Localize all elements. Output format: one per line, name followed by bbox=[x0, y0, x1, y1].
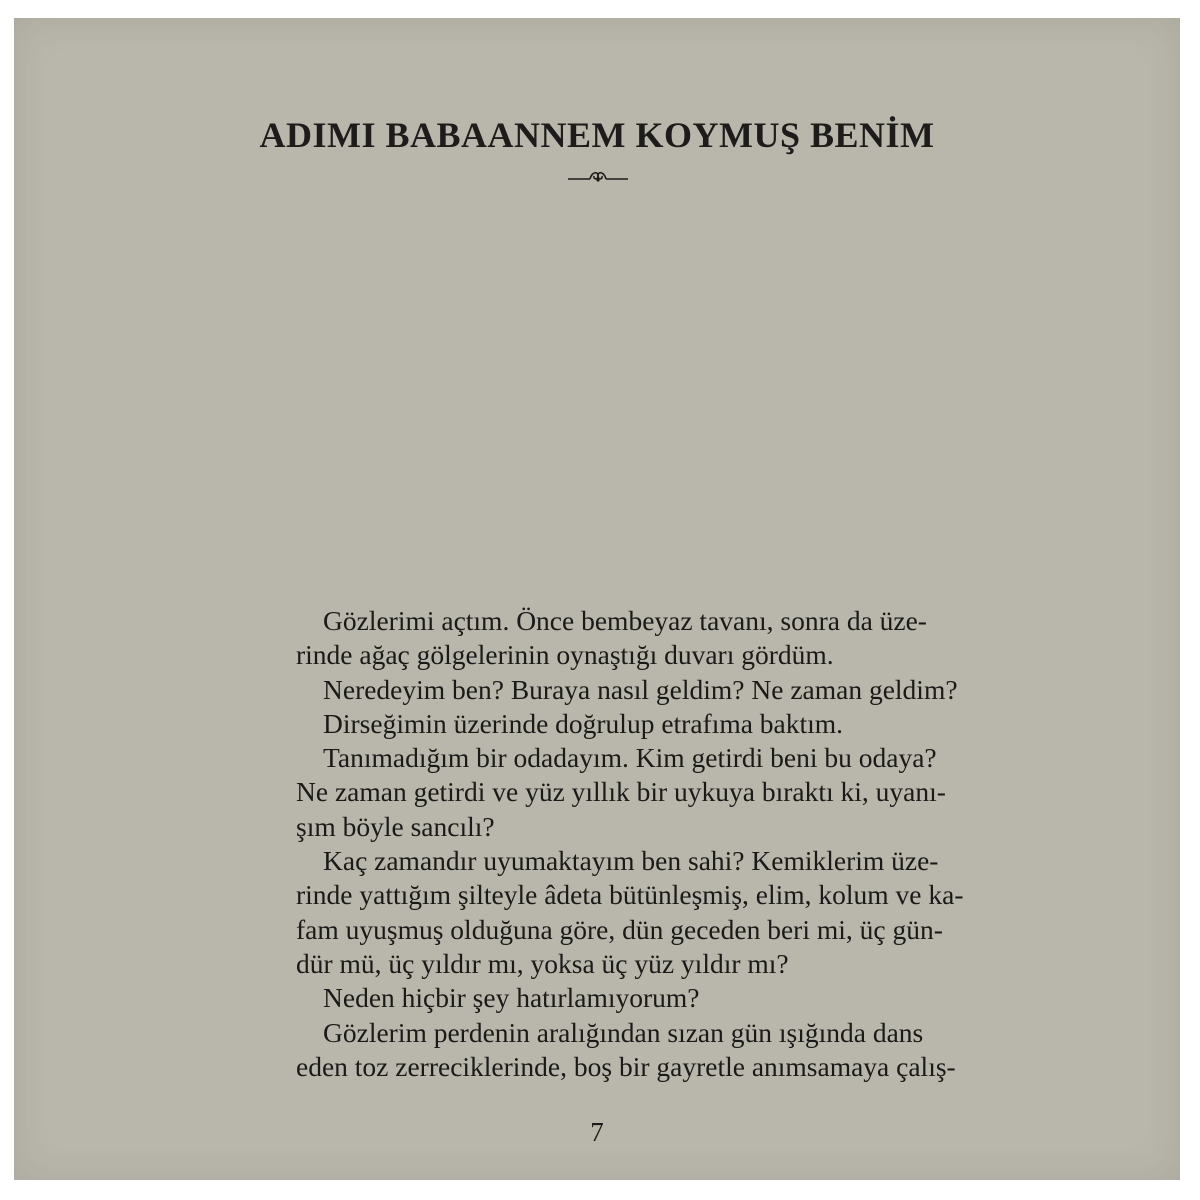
text-line: Ne zaman getirdi ve yüz yıllık bir uykuya bıraktı ki, uyanı- bbox=[296, 776, 946, 808]
text-line: rinde ağaç gölgelerinin oynaştığı duvarı gördüm. bbox=[296, 639, 834, 671]
text-line: Dirseğimin üzerinde doğrulup etrafıma baktım. bbox=[323, 707, 844, 739]
text-line: Neredeyim ben? Buraya nasıl geldim? Ne zaman geldim? bbox=[323, 673, 958, 705]
chapter-title: ADIMI BABAANNEM KOYMUŞ BENİM bbox=[259, 115, 935, 155]
text-line: dür mü, üç yıldır mı, yoksa üç yüz yıldır mı? bbox=[296, 947, 789, 979]
chapter-body-text bbox=[296, 604, 964, 1084]
text-line: Neden hiçbir şey hatırlamıyorum? bbox=[323, 982, 700, 1014]
text-line: şım böyle sancılı? bbox=[296, 810, 495, 842]
text-line: Gözlerim perdenin aralığından sızan gün ışığında dans bbox=[323, 1016, 924, 1048]
text-line: eden toz zerreciklerinde, boş bir gayretle anımsamaya çalış- bbox=[296, 1050, 956, 1082]
text-line: Tanımadığım bir odadayım. Kim getirdi beni bu odaya? bbox=[323, 742, 937, 774]
book-page bbox=[14, 18, 1180, 1180]
text-line: rinde yattığım şilteyle âdeta bütünleşmiş, elim, kolum ve ka- bbox=[296, 879, 964, 911]
text-line: fam uyuşmuş olduğuna göre, dün geceden beri mi, üç gün- bbox=[296, 913, 943, 945]
page-number: 7 bbox=[590, 1117, 604, 1147]
text-line: Kaç zamandır uyumaktayım ben sahi? Kemiklerim üze- bbox=[323, 845, 939, 877]
scroll-flourish-icon bbox=[568, 166, 628, 186]
text-line: Gözlerimi açtım. Önce bembeyaz tavanı, sonra da üze- bbox=[323, 605, 927, 636]
